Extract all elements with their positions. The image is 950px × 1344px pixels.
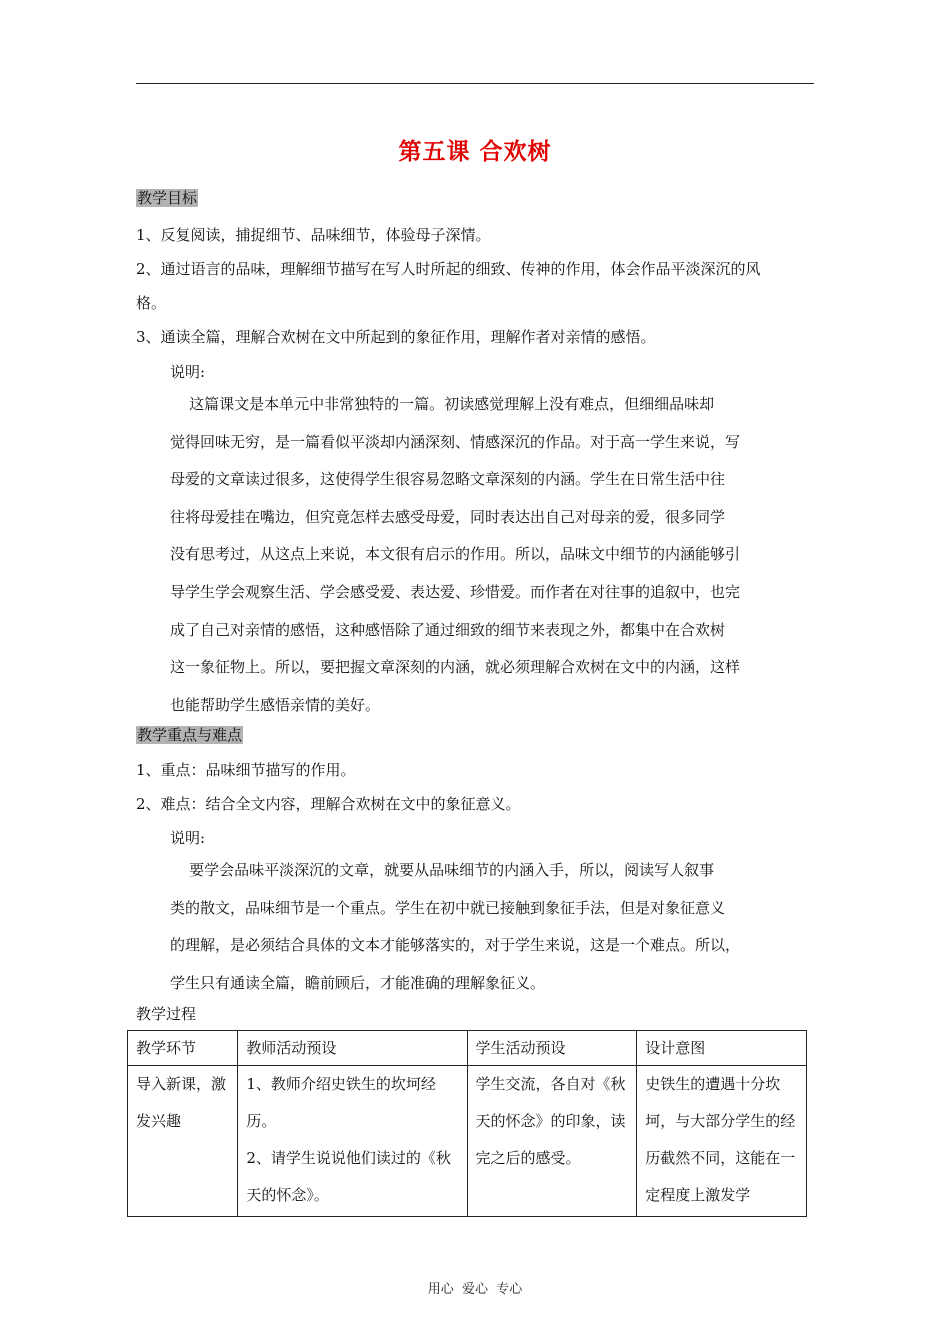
note-line: 往将母爱挂在嘴边，但究竟怎样去感受母爱，同时表达出自己对母亲的爱，很多同学 [170,507,726,526]
header-rule [136,83,814,84]
objective-item: 1、反复阅读，捕捉细节、品味细节，体验母子深情。 [136,226,491,244]
note-line: 的理解，是必须结合具体的文本才能够落实的，对于学生来说，这是一个难点。所以， [170,936,741,955]
design-intent-cell: 史铁生的遭遇十分坎坷，与大部分学生的经历截然不同，这能在一定程度上激发学 [637,1066,807,1217]
note-line: 这一象征物上。所以，要把握文章深刻的内涵，就必须理解合欢树在文中的内涵，这样 [170,658,741,677]
objective-item: 2、通过语言的品味，理解细节描写在写人时所起的细致、传神的作用，体会作品平淡深沉的风 [136,260,761,278]
table-row [128,1066,807,1217]
note-line: 学生只有通读全篇，瞻前顾后，才能准确的理解象征义。 [170,973,546,992]
key-point-item: 1、重点：品味细节描写的作用。 [136,761,356,779]
page-title: 第五课 合欢树 [398,139,552,165]
key-points-heading [136,725,243,745]
note-line: 要学会品味平淡深沉的文章，就要从品味细节的内涵入手，所以，阅读写人叙事 [170,861,715,879]
key-points-note-label: 说明: [170,829,206,847]
table-header-row [128,1031,807,1066]
note-line: 没有思考过，从这点上来说，本文很有启示的作用。所以，品味文中细节的内涵能够引 [170,545,741,564]
objectives-note-body [170,386,785,724]
objectives-heading [136,188,198,208]
column-header: 教学环节 [128,1031,238,1066]
note-line: 类的散文，品味细节是一个重点。学生在初中就已接触到象征手法，但是对象征意义 [170,898,726,917]
key-points-note-body [170,852,785,1002]
note-line: 导学生学会观察生活、学会感受爱、表达爱、珍惜爱。而作者在对往事的追叙中，也完 [170,582,741,601]
teacher-activity-1: 1、教师介绍史铁生的坎坷经历。 [246,1075,436,1130]
student-activity-cell: 学生交流，各自对《秋天的怀念》的印象，读完之后的感受。 [467,1066,637,1217]
process-heading: 教学过程 [136,1005,197,1023]
key-point-item: 2、难点：结合全文内容，理解合欢树在文中的象征意义。 [136,795,521,813]
note-line: 觉得回味无穷，是一篇看似平淡却内涵深刻、情感深沉的作品。对于高一学生来说，写 [170,432,741,451]
stage-cell: 导入新课，激发兴趣 [128,1066,238,1217]
objectives-heading-label: 教学目标 [137,189,198,207]
column-header: 教师活动预设 [238,1031,467,1066]
column-header: 设计意图 [637,1031,807,1066]
teacher-activity-cell [238,1066,467,1217]
note-line: 也能帮助学生感悟亲情的美好。 [170,695,381,714]
objectives-note-label: 说明: [170,363,206,381]
teacher-activity-2: 2、请学生说说他们读过的《秋天的怀念》。 [246,1149,451,1204]
objective-item: 格。 [136,294,167,312]
note-line: 成了自己对亲情的感悟，这种感悟除了通过细致的细节来表现之外，都集中在合欢树 [170,620,726,639]
column-header: 学生活动预设 [467,1031,637,1066]
note-line: 母爱的文章读过很多，这使得学生很容易忽略文章深刻的内涵。学生在日常生活中往 [170,470,726,489]
process-table [127,1030,807,1217]
objective-item: 3、通读全篇，理解合欢树在文中所起到的象征作用，理解作者对亲情的感悟。 [136,328,656,346]
key-points-heading-label: 教学重点与难点 [137,726,243,744]
note-line: 这篇课文是本单元中非常独特的一篇。初读感觉理解上没有难点，但细细品味却 [170,395,715,413]
page-footer: 用心 爱心 专心 [427,1282,523,1297]
